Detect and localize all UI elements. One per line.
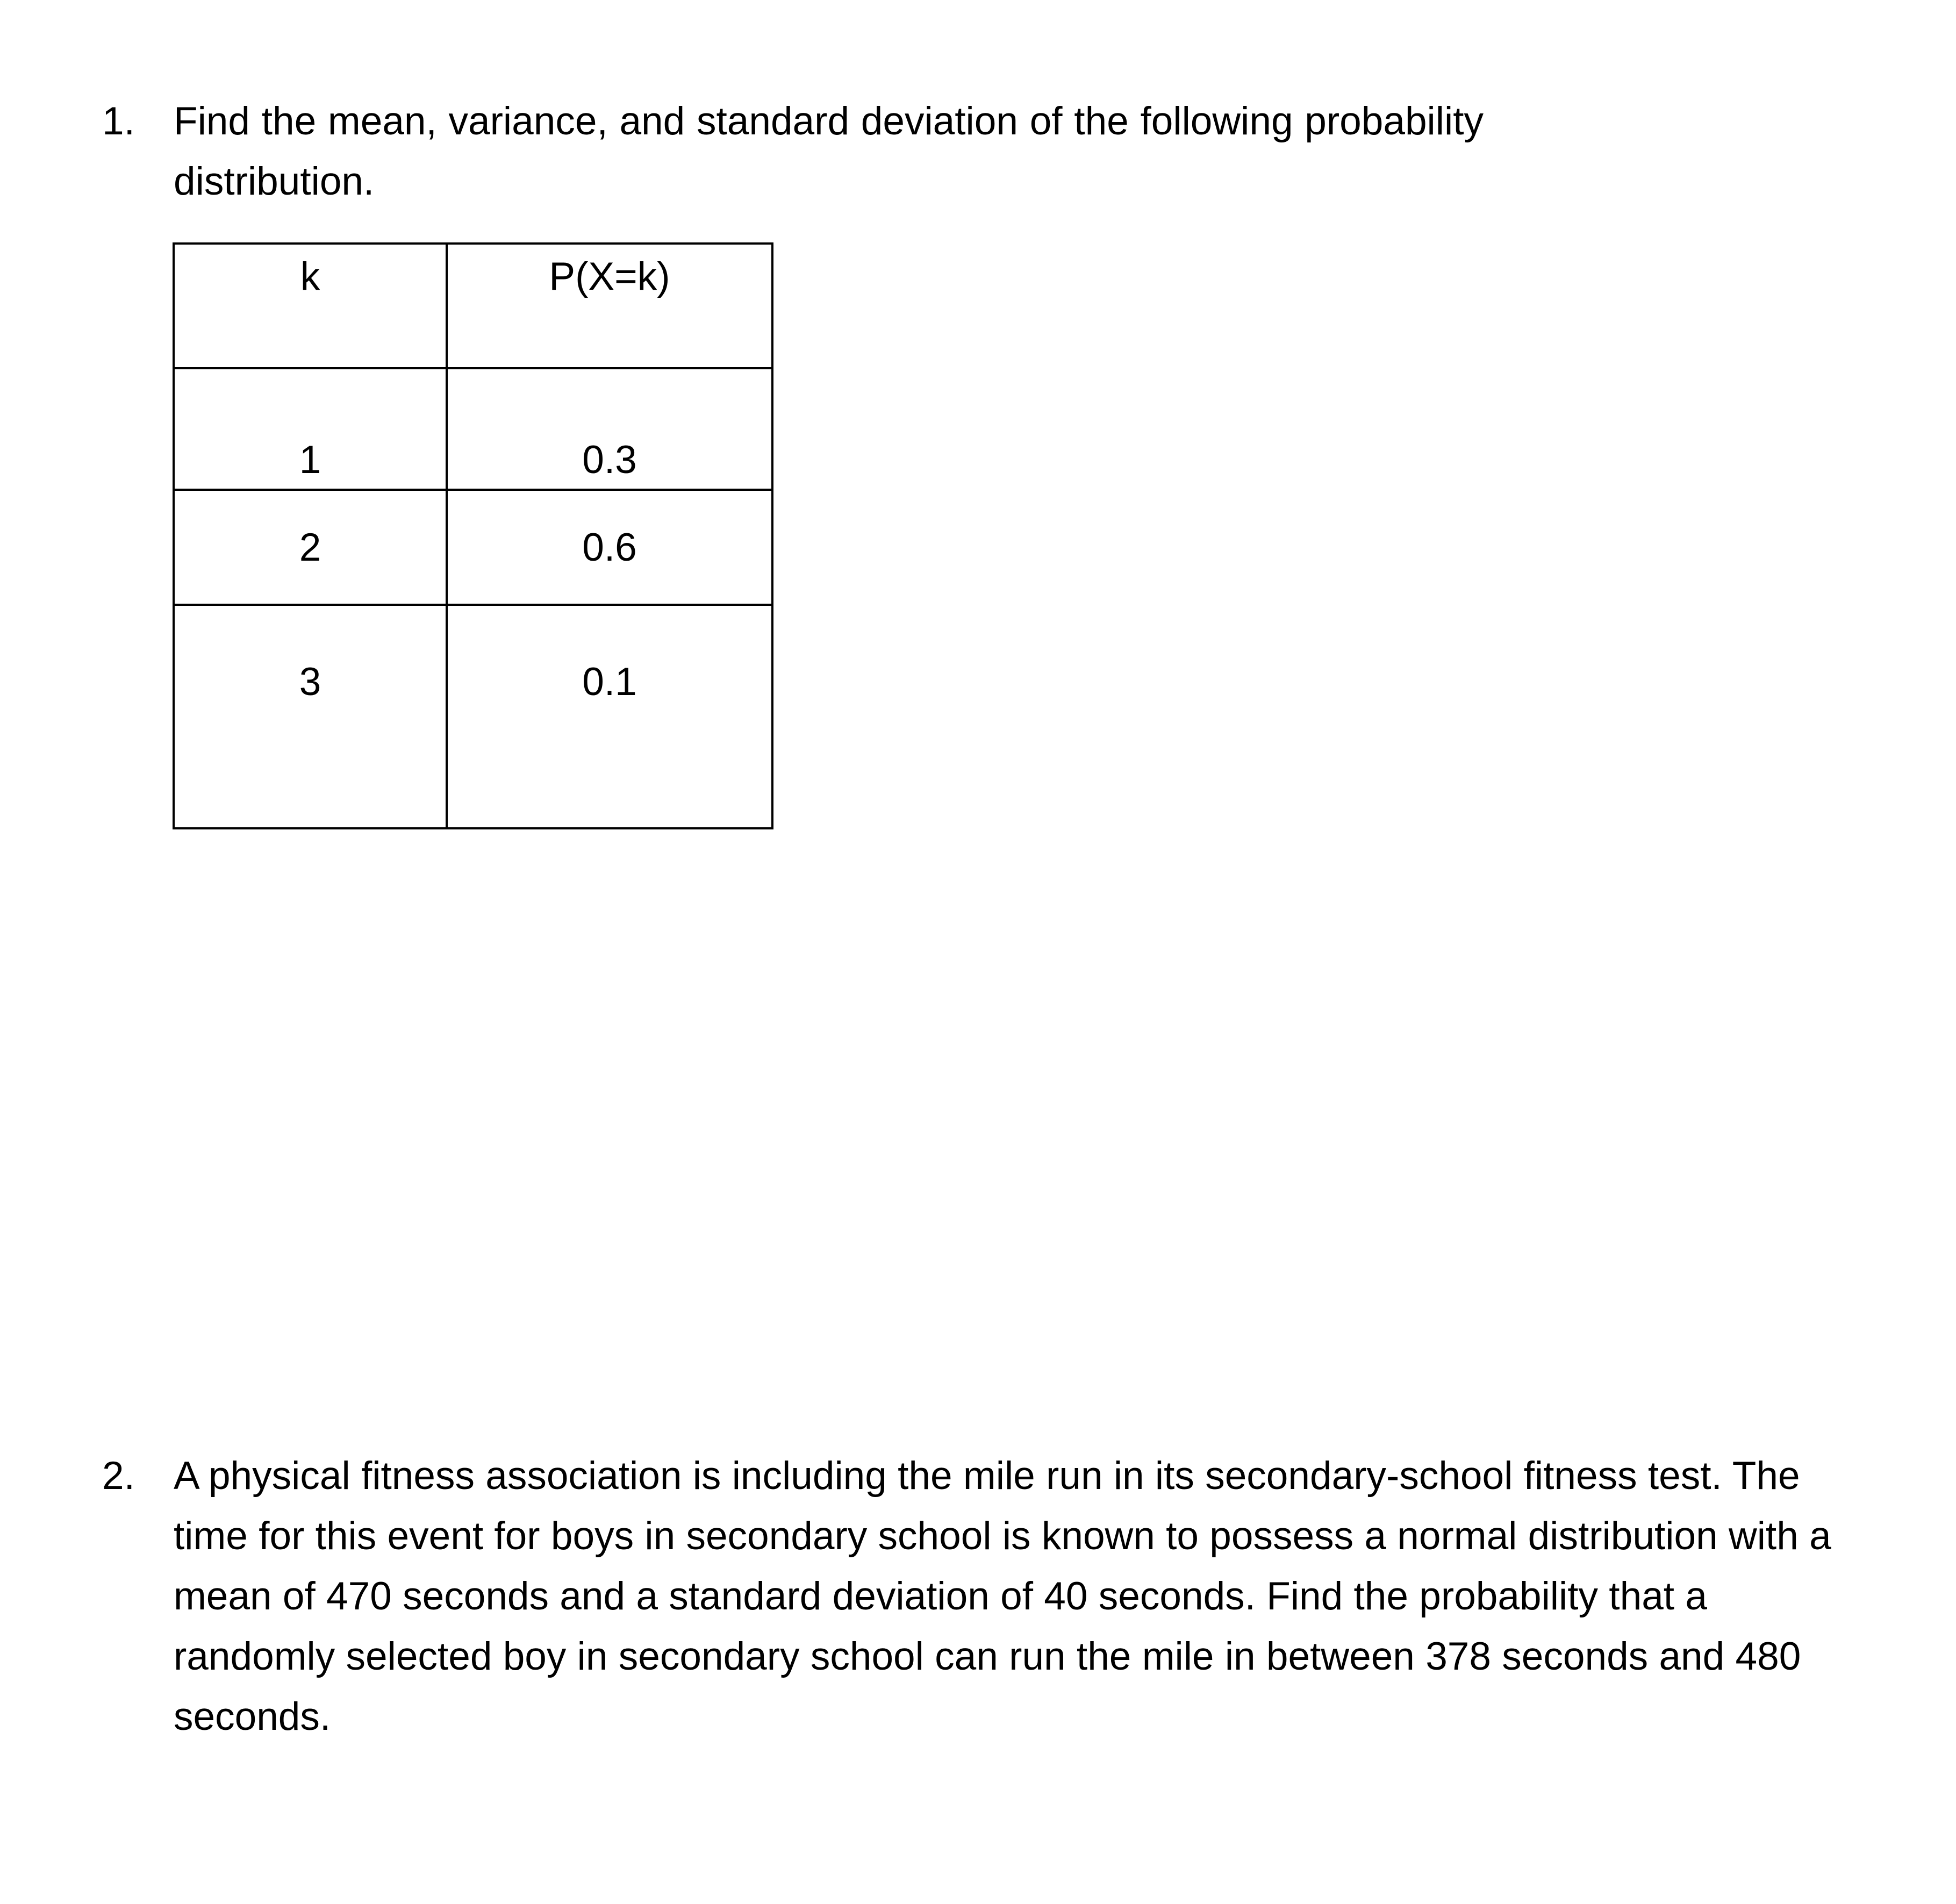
cell-k: 1 [174, 368, 447, 490]
question-1-text: Find the mean, variance, and standard deviation of the following probability distribution. [174, 99, 1484, 203]
question-2 [102, 1446, 1844, 1747]
table-row [174, 490, 772, 605]
cell-k: 2 [174, 490, 447, 605]
header-probability: P(X=k) [447, 244, 772, 368]
cell-probability: 0.1 [447, 605, 772, 828]
table-header-row [174, 244, 772, 368]
probability-distribution-table [173, 242, 773, 829]
question-1 [102, 91, 1484, 212]
cell-probability: 0.3 [447, 368, 772, 490]
cell-probability: 0.6 [447, 490, 772, 605]
table-row [174, 368, 772, 490]
question-1-number: 1. [102, 99, 135, 143]
cell-k: 3 [174, 605, 447, 828]
question-2-number: 2. [102, 1454, 135, 1498]
question-2-text: A physical fitness association is including the mile run in its secondary-school fitness test. The time for this event for boys in secondary school is known to possess a normal distribution with a mean of 470 seconds and a standard deviation of 40 seconds. Find the probability that a randomly selected boy in secondary school can run the mile in between 378 seconds and 480 seconds. [174, 1454, 1831, 1738]
header-k: k [174, 244, 447, 368]
table-row [174, 605, 772, 828]
